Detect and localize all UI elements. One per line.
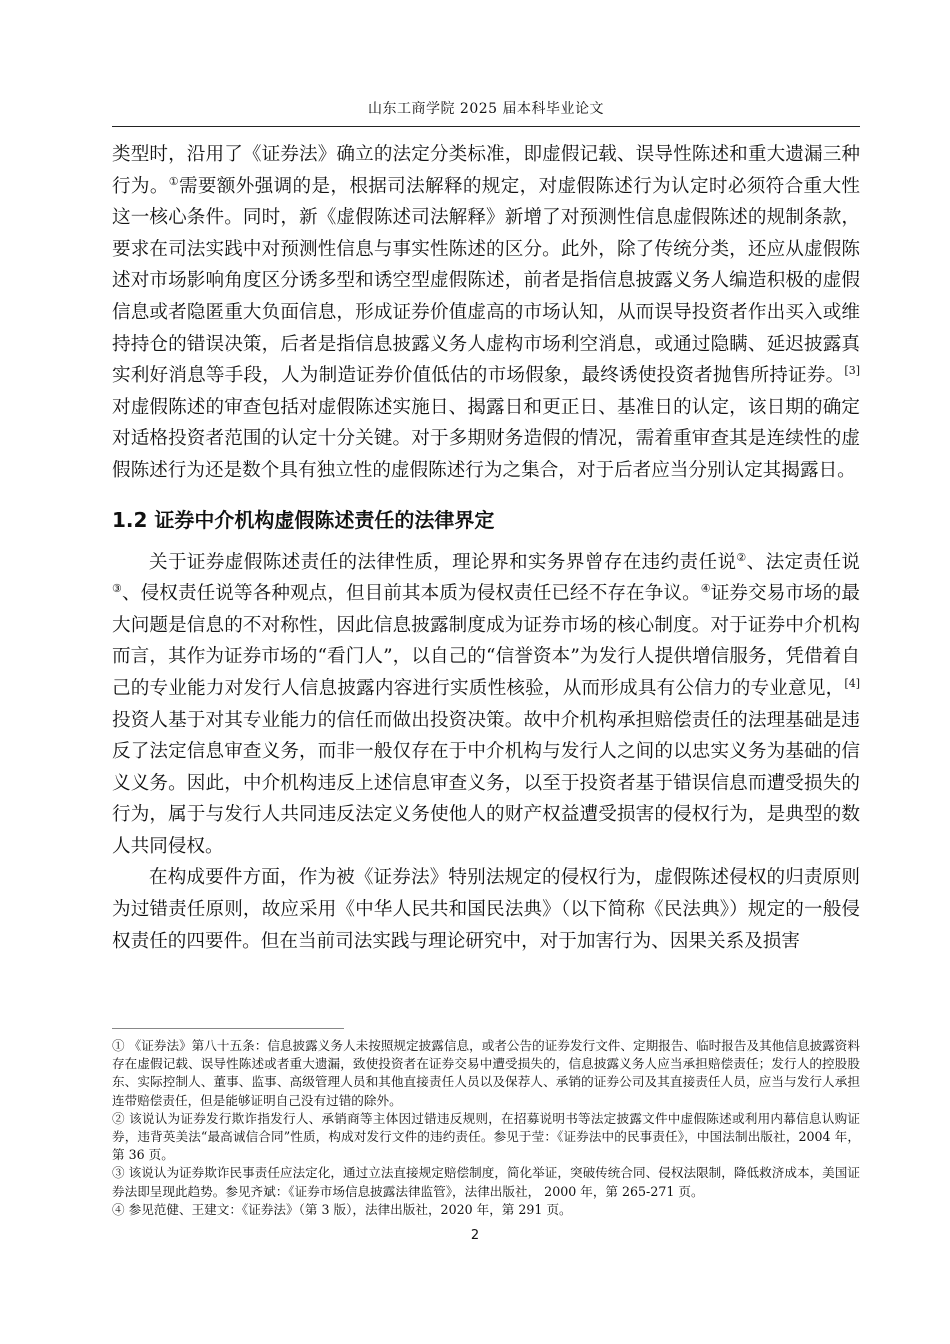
paragraph-2-text-c: 、侵权责任说等各种观点，但目前其本质为侵权责任已经不存在争议。: [121, 583, 701, 605]
main-body: [112, 139, 860, 957]
citation-marker-4[interactable]: [4]: [844, 676, 860, 690]
paragraph-2-text-b: 、法定责任说: [746, 551, 860, 573]
footnote-separator: [112, 1028, 344, 1029]
paragraph-1-text-c: 对虚假陈述的审查包括对虚假陈述实施日、揭露日和更正日、基准日的认定，该日期的确定对适格投资者范围的认定十分关键。对于多期财务造假的情况，需着重审查其是连续性的虚假陈述行为还是数个具有独立性的虚假陈述行为之集合，对于后者应当分别认定其揭露日。: [112, 396, 860, 481]
footnote-marker-3[interactable]: ③: [112, 582, 122, 596]
page-number: 2: [470, 1228, 480, 1243]
footnotes: [112, 1037, 860, 1219]
paragraph-2-text-d: 证券交易市场的最大问题是信息的不对称性，因此信息披露制度成为证券市场的核心制度。对于证券中介机构而言，其作为证券市场的“看门人”，以自己的“信誉资本”为发行人提供增信服务，凭借着自己的专业能力对发行人信息披露内容进行实质性核验，从而形成具有公信力的专业意见，: [112, 583, 860, 699]
running-header: 山东工商学院 2025 届本科毕业论文: [367, 101, 605, 117]
footnote-marker-1[interactable]: ①: [168, 174, 179, 188]
footnote-marker-4[interactable]: ④: [700, 582, 711, 596]
paragraph-2: [112, 547, 860, 863]
paragraph-2-text-a: 关于证券虚假陈述责任的法律性质，理论界和实务界曾存在违约责任说: [149, 551, 737, 573]
footnote-3: ③ 该说认为证券欺诈民事责任应法定化，通过立法直接规定赔偿制度，简化举证，突破传统合同、侵权法限制，降低救济成本，美国证券法即呈现此趋势。参见齐斌：《证券市场信息披露法律监管》，法律出版社， 2000 年，第 265-271 页。: [112, 1165, 860, 1199]
paragraph-2-text-e: 投资人基于对其专业能力的信任而做出投资决策。故中介机构承担赔偿责任的法理基础是违反了法定信息审查义务，而非一般仅存在于中介机构与发行人之间的以忠实义务为基础的信义义务。因此，中介机构违反上述信息审查义务，以至于投资者基于错误信息而遭受损失的行为，属于与发行人共同违反法定义务使他人的财产权益遭受损害的侵权行为，是典型的数人共同侵权。: [112, 709, 860, 857]
footnote-1: ① 《证券法》第八十五条：信息披露义务人未按照规定披露信息，或者公告的证券发行文件、定期报告、临时报告及其他信息披露资料存在虚假记载、误导性陈述或者重大遗漏，致使投资者在证券交易中遭受损失的，信息披露义务人应当承担赔偿责任；发行人的控股股东、实际控制人、董事、监事、高级管理人员和其他直接责任人员以及保荐人、承销的证券公司及其直接责任人员，应当与发行人承担连带赔偿责任，但是能够证明自己没有过错的除外。: [112, 1038, 860, 1108]
footnote-4: ④ 参见范健、王建文：《证券法》（第 3 版），法律出版社，2020 年，第 291 页。: [112, 1201, 572, 1217]
paragraph-1: [112, 139, 860, 487]
paragraph-1-text-b: 需要额外强调的是，根据司法解释的规定，对虚假陈述行为认定时必须符合重大性这一核心条件。同时，新《虚假陈述司法解释》新增了对预测性信息虚假陈述的规制条款，要求在司法实践中对预测性信息与事实性陈述的区分。此外，除了传统分类，还应从虚假陈述对市场影响角度区分诱多型和诱空型虚假陈述，前者是指信息披露义务人编造积极的虚假信息或者隐匿重大负面信息，形成证券价值虚高的市场认知，从而误导投资者作出买入或维持持仓的错误决策，后者是指信息披露义务人虚构市场利空消息，或通过隐瞒、延迟披露真实利好消息等手段，人为制造证券价值低估的市场假象，最终诱使投资者抛售所持证券。: [112, 175, 860, 387]
header-rule: [112, 126, 860, 127]
paragraph-3: 在构成要件方面，作为被《证券法》特别法规定的侵权行为，虚假陈述侵权的归责原则为过错责任原则，故应采用《中华人民共和国民法典》（以下简称《民法典》）规定的一般侵权责任的四要件。但在当前司法实践与理论研究中，对于加害行为、因果关系及损害: [112, 867, 860, 952]
footnote-2: ② 该说认为证券发行欺诈指发行人、承销商等主体因过错违反规则，在招募说明书等法定披露文件中虚假陈述或利用内幕信息认购证券，违背英美法“最高诚信合同”性质，构成对发行文件的违约责任。参见于莹：《证券法中的民事责任》，中国法制出版社，2004 年，第 36 页。: [112, 1110, 860, 1163]
section-heading: 1.2 证券中介机构虚假陈述责任的法律界定: [112, 507, 495, 532]
footnote-marker-2[interactable]: ②: [736, 550, 747, 564]
citation-marker-3[interactable]: [3]: [844, 364, 860, 378]
paragraph-1-text-a: 类型时，沿用了《证券法》确立的法定分类标准，即虚假记载、误导性陈述和重大遗漏三种行为。: [112, 144, 860, 197]
